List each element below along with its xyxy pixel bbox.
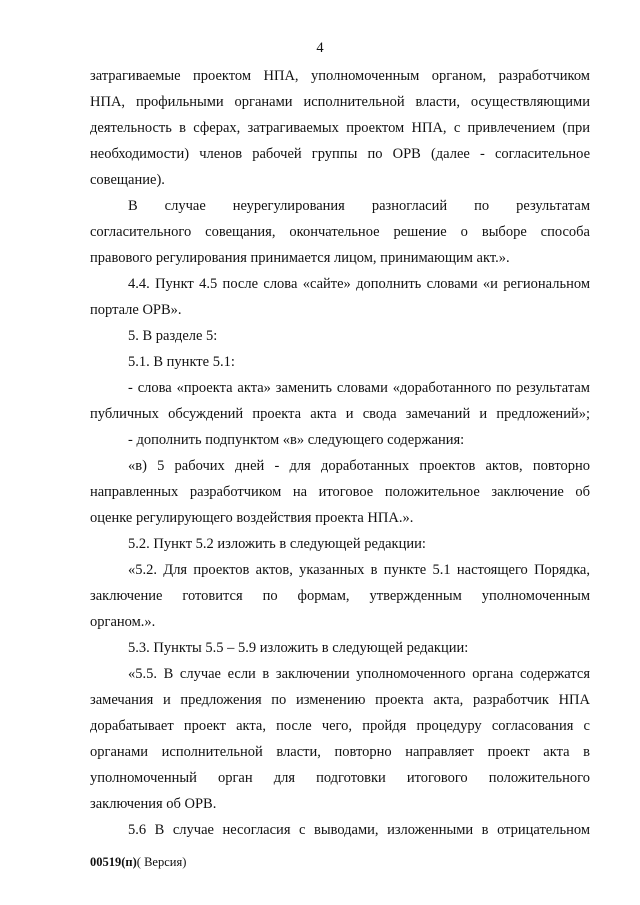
text-line: правового регулирования принимается лицом, принимающим акт.». bbox=[90, 250, 510, 266]
text-line: - дополнить подпунктом «в» следующего содержания: bbox=[128, 432, 465, 448]
text-line: - слова «проекта акта» заменить словами «доработанного по результатам bbox=[128, 380, 590, 396]
text-line: дорабатывает проект акта, после чего, пройдя процедуру согласования с bbox=[90, 718, 590, 734]
text-line: заключение готовится по формам, утвержденным уполномоченным bbox=[90, 588, 590, 604]
text-line: согласительного совещания, окончательное решение о выборе способа bbox=[90, 224, 590, 240]
text-line: портале ОРВ». bbox=[90, 302, 182, 318]
text-line: затрагиваемые проектом НПА, уполномоченным органом, разработчиком bbox=[90, 68, 590, 84]
text-line: необходимости) членов рабочей группы по ОРВ (далее - согласительное bbox=[90, 146, 590, 162]
page-number: 4 bbox=[316, 40, 324, 56]
text-line: органами исполнительной власти, повторно направляет проект акта в bbox=[90, 744, 590, 760]
text-line: оценке регулирующего воздействия проекта НПА.». bbox=[90, 510, 414, 526]
text-line: «5.2. Для проектов актов, указанных в пункте 5.1 настоящего Порядка, bbox=[128, 562, 590, 578]
text-line: 5. В разделе 5: bbox=[128, 328, 218, 344]
text-line: В случае неурегулирования разногласий по результатам bbox=[128, 198, 590, 214]
text-line: 5.6 В случае несогласия с выводами, изложенными в отрицательном bbox=[128, 822, 590, 838]
text-line: 4.4. Пункт 4.5 после слова «сайте» дополнить словами «и региональном bbox=[128, 276, 590, 292]
document-code: 00519(п) bbox=[90, 855, 137, 869]
text-line: уполномоченный орган для подготовки итогового положительного bbox=[90, 770, 590, 786]
text-line: 5.2. Пункт 5.2 изложить в следующей редакции: bbox=[128, 536, 426, 552]
text-line: органом.». bbox=[90, 614, 156, 630]
text-line: замечания и предложения по изменению проекта акта, разработчик НПА bbox=[90, 692, 590, 708]
text-line: 5.1. В пункте 5.1: bbox=[128, 354, 235, 370]
text-line: «5.5. В случае если в заключении уполномоченного органа содержатся bbox=[128, 666, 590, 682]
text-line: деятельность в сферах, затрагиваемых проектом НПА, с привлечением (при bbox=[90, 120, 590, 136]
footer bbox=[90, 855, 186, 870]
text-line: заключения об ОРВ. bbox=[90, 796, 217, 812]
document-version: ( Версия) bbox=[136, 855, 187, 869]
text-line: НПА, профильными органами исполнительной власти, осуществляющими bbox=[90, 94, 590, 110]
text-line: 5.3. Пункты 5.5 – 5.9 изложить в следующей редакции: bbox=[128, 640, 469, 656]
text-line: «в) 5 рабочих дней - для доработанных проектов актов, повторно bbox=[128, 458, 590, 474]
text-line: направленных разработчиком на итоговое положительное заключение об bbox=[90, 484, 590, 500]
text-line: совещание). bbox=[90, 172, 165, 188]
text-line: публичных обсуждений проекта акта и свода замечаний и предложений»; bbox=[90, 406, 590, 422]
